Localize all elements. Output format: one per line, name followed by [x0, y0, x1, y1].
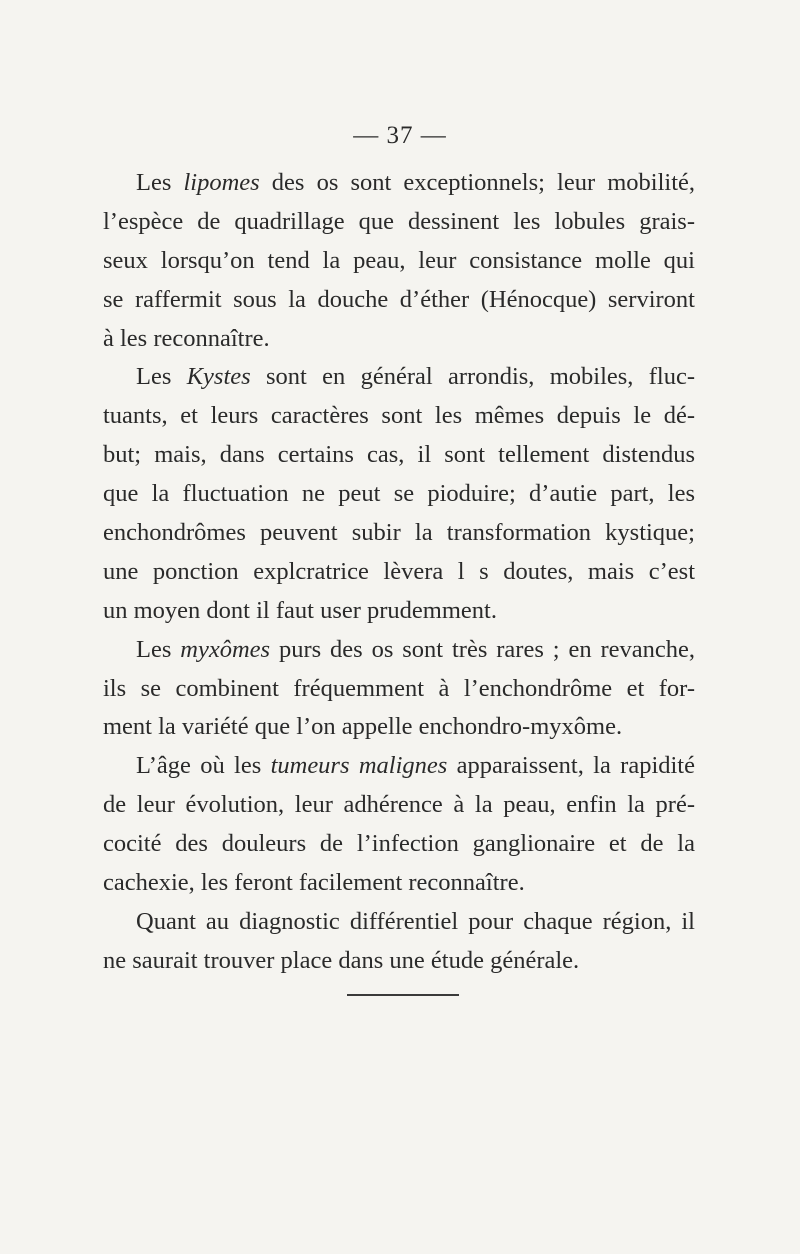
- paragraph-kystes: [103, 358, 695, 630]
- italic-term: lipomes: [183, 169, 260, 196]
- paragraph-tumeurs-malignes: [103, 747, 695, 903]
- text-line: Les lipomes des os sont exceptionnels; leur mobilité,: [136, 169, 695, 196]
- text-line: Les Kystes sont en général arrondis, mobiles, fluc-: [136, 363, 696, 391]
- text-line: Les myxômes purs des os sont très rares ; en revanche,: [136, 635, 695, 663]
- text-line: seux lorsqu’on tend la peau, leur consistance molle qui: [103, 246, 695, 274]
- section-divider-rule: [347, 994, 459, 996]
- text-line: que la fluctuation ne peut se pioduire; d’autie part, les: [103, 480, 695, 508]
- text-line: enchondrômes peuvent subir la transformation kystique;: [103, 519, 695, 547]
- text-line: de leur évolution, leur adhérence à la peau, enfin la pré-: [103, 791, 695, 819]
- text-line: une ponction explcratrice lèvera l s doutes, mais c’est: [103, 557, 695, 585]
- page-number: — 37 —: [353, 122, 447, 149]
- paragraph-lipomes: [103, 164, 695, 358]
- italic-term: Kystes: [186, 363, 251, 391]
- text-line: à les reconnaître.: [103, 324, 270, 352]
- text-line: l’espèce de quadrillage que dessinent les lobules grais-: [103, 207, 695, 235]
- text-line: Quant au diagnostic différentiel pour chaque région, il: [136, 907, 695, 935]
- text-line: tuants, et leurs caractères sont les mêmes depuis le dé-: [103, 402, 695, 430]
- text-line: un moyen dont il faut user prudemment.: [103, 596, 497, 624]
- text-line: ment la variété que l’on appelle enchondro-myxôme.: [103, 713, 623, 741]
- text-line: cocité des douleurs de l’infection ganglionaire et de la: [103, 830, 695, 858]
- body-text: [103, 164, 695, 981]
- text-line: ils se combinent fréquemment à l’enchondrôme et for-: [103, 674, 695, 702]
- text-line: ne saurait trouver place dans une étude générale.: [103, 946, 580, 974]
- text-line: se raffermit sous la douche d’éther (Hénocque) serviront: [103, 285, 695, 313]
- paragraph-myxomes: [103, 631, 695, 748]
- paragraph-diagnostic: [103, 903, 695, 981]
- italic-term: myxômes: [180, 635, 271, 663]
- text-line: but; mais, dans certains cas, il sont tellement distendus: [103, 441, 695, 469]
- italic-term: tumeurs malignes: [270, 752, 448, 780]
- text-line: cachexie, les feront facilement reconnaître.: [103, 869, 525, 897]
- text-line: L’âge où les tumeurs malignes apparaissent, la rapidité: [136, 752, 695, 780]
